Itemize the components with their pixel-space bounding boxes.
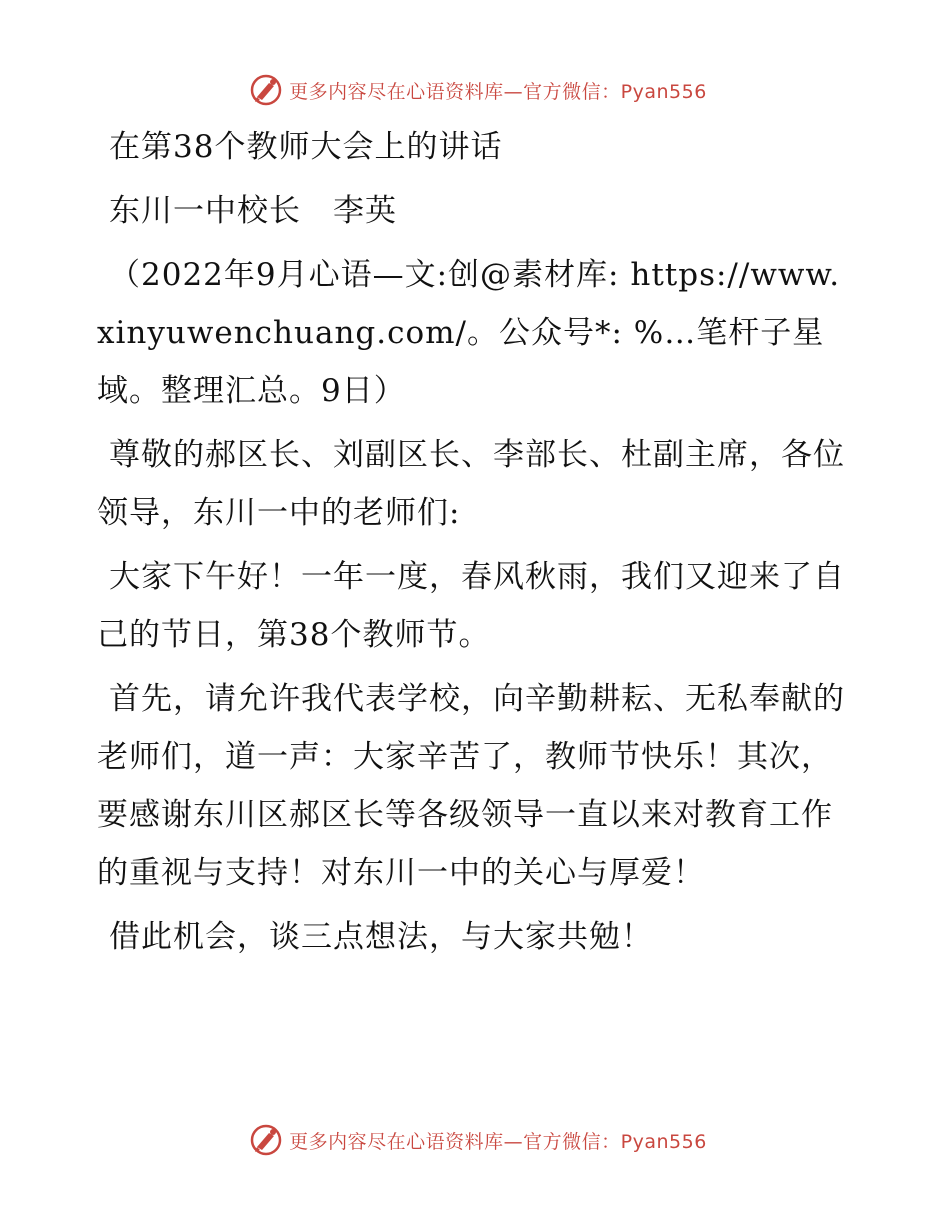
header-banner-content bbox=[249, 73, 707, 107]
pen-logo-icon bbox=[249, 1123, 283, 1157]
header-banner bbox=[0, 72, 950, 108]
document-title: 在第38个教师大会上的讲话 bbox=[109, 129, 503, 165]
footer-banner-content bbox=[249, 1123, 707, 1157]
pen-logo-icon bbox=[249, 73, 283, 107]
paragraph-points-intro: 借此机会，谈三点想法，与大家共勉！ bbox=[109, 919, 653, 955]
header-banner-text: 更多内容尽在心语资料库—官方微信：Pyan556 bbox=[289, 80, 707, 103]
document-body bbox=[97, 118, 857, 972]
document-author: 东川一中校长 李英 bbox=[109, 193, 397, 229]
paragraph-source-note: （2022年9月心语—文:创@素材库: https://www.xinyuwenchuang.com/。公众号*: %…笔杆子星域。整理汇总。9日） bbox=[97, 257, 841, 409]
paragraph-thanks: 首先，请允许我代表学校，向辛勤耕耘、无私奉献的老师们，道一声：大家辛苦了，教师节快乐！其次，要感谢东川区郝区长等各级领导一直以来对教育工作的重视与支持！对东川一中的关心与厚爱！ bbox=[97, 681, 845, 891]
paragraph-opening: 大家下午好！一年一度，春风秋雨，我们又迎来了自己的节日，第38个教师节。 bbox=[97, 559, 845, 653]
footer-banner bbox=[0, 1122, 950, 1158]
paragraph-greeting: 尊敬的郝区长、刘副区长、李部长、杜副主席，各位领导，东川一中的老师们: bbox=[97, 437, 845, 531]
footer-banner-text: 更多内容尽在心语资料库—官方微信：Pyan556 bbox=[289, 1130, 707, 1153]
